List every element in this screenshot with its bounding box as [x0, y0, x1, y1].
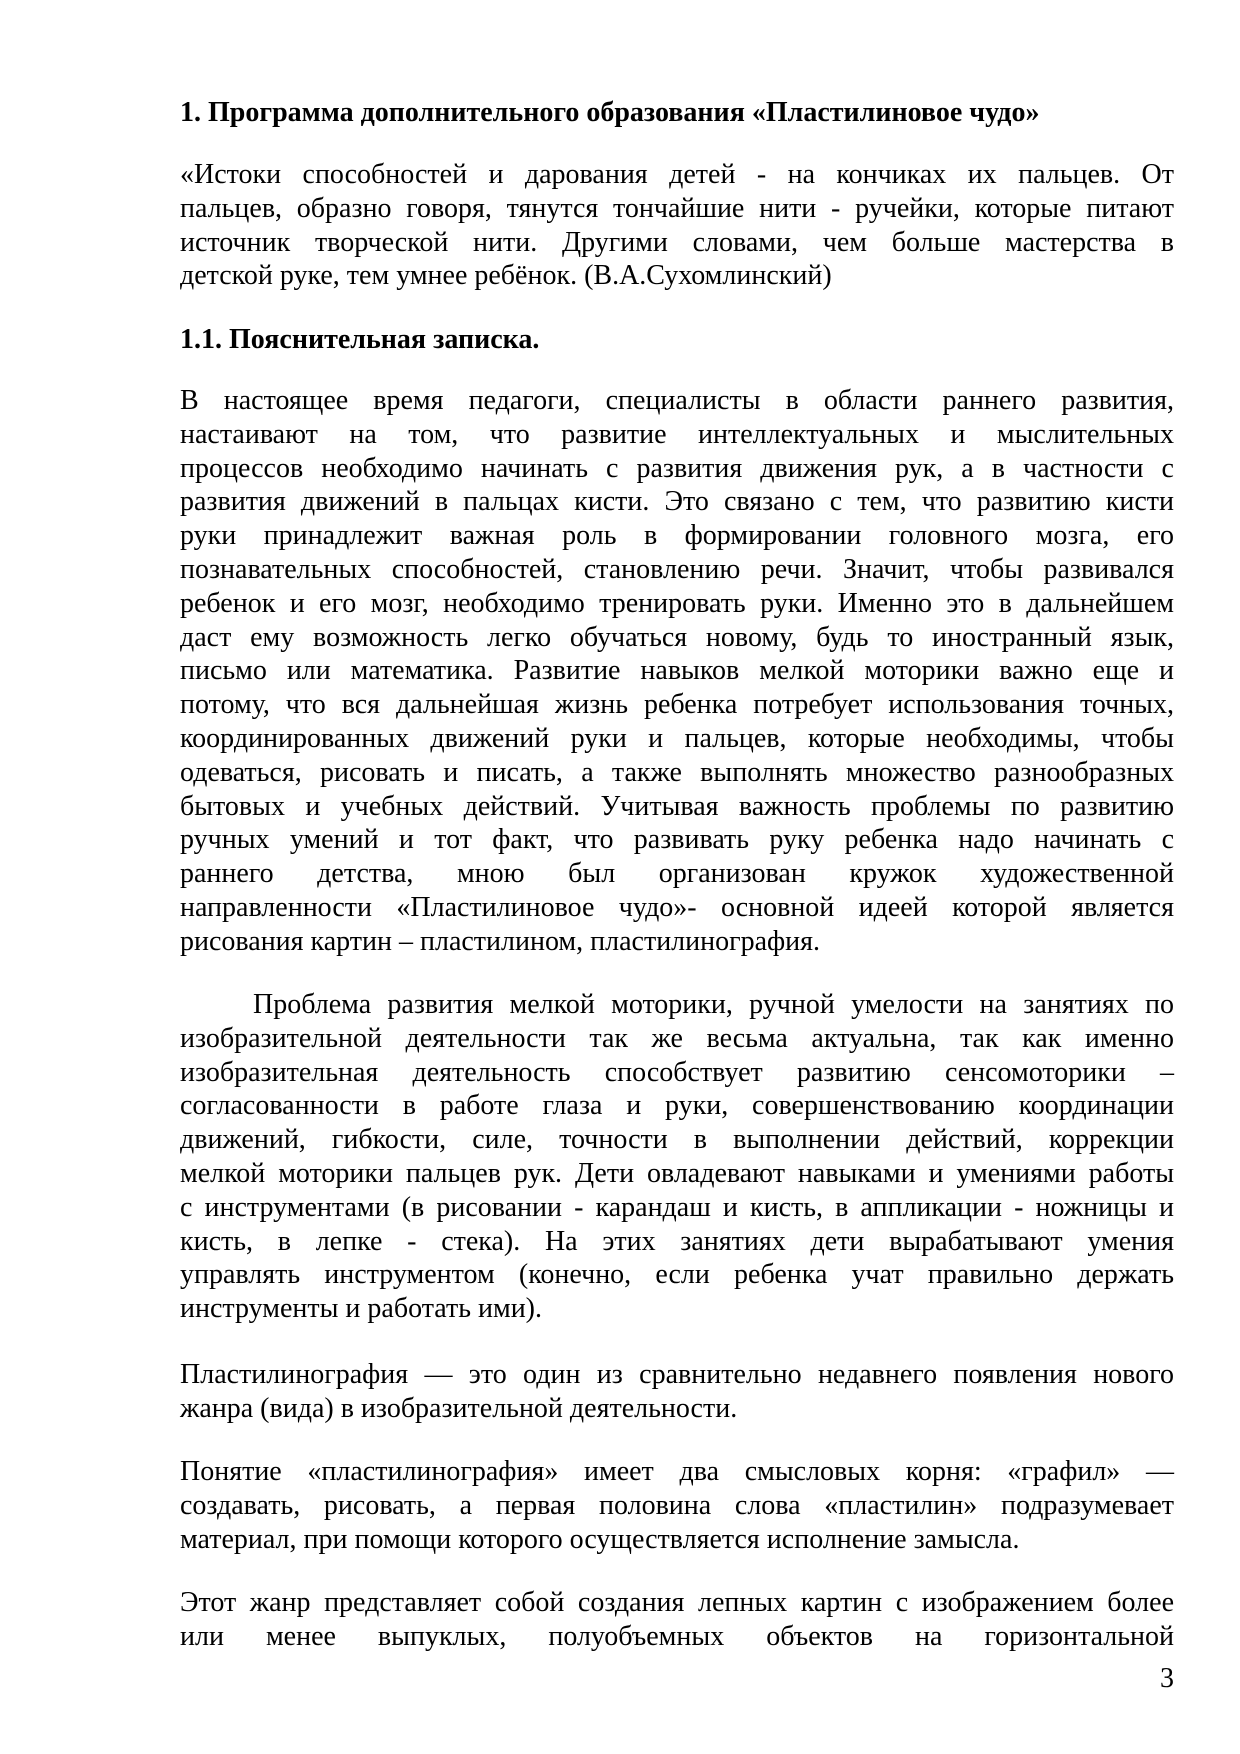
text-line: изобразительная деятельность способствует развитию сенсомоторики – [180, 1056, 1174, 1088]
text-line: даст ему возможность легко обучаться новому, будь то иностранный язык, [180, 621, 1174, 653]
text-line: управлять инструментом (конечно, если ребенка учат правильно держать [180, 1259, 1174, 1291]
paragraph-plastilinography-definition [180, 1358, 1174, 1426]
text-line: руки принадлежит важная роль в формировании головного мозга, его [180, 520, 1174, 552]
text-line: создавать, рисовать, а первая половина слова «пластилин» подразумевает [180, 1489, 1174, 1521]
text-line: В настоящее время педагоги, специалисты в области раннего развития, [180, 385, 1174, 416]
text-line: потому, что вся дальнейшая жизнь ребенка потребует использования точных, [180, 689, 1174, 721]
text-line: Этот жанр представляет собой создания лепных картин с изображением более [180, 1587, 1174, 1618]
text-line: согласованности в работе глаза и руки, совершенствованию координации [180, 1090, 1174, 1122]
text-line: мелкой моторики пальцев рук. Дети овладевают навыками и умениями работы [180, 1157, 1174, 1189]
text-line: рисования картин – пластилином, пластилинография. [180, 925, 821, 957]
page-number: 3 [1160, 1663, 1174, 1694]
epigraph-quote [180, 158, 1174, 293]
text-line: или менее выпуклых, полуобъемных объектов на горизонтальной [180, 1620, 1174, 1652]
text-line: координированных движений руки и пальцев, которые необходимы, чтобы [180, 722, 1174, 754]
section-heading-1-1: 1.1. Пояснительная записка. [180, 324, 540, 355]
text-line: направленности «Пластилиновое чудо»- основной идеей которой является [180, 891, 1174, 923]
text-line: источник творческой нити. Другими словами, чем больше мастерства в [180, 226, 1174, 258]
text-line: Понятие «пластилинография» имеет два смысловых корня: «графил» — [180, 1456, 1174, 1487]
text-line: бытовых и учебных действий. Учитывая важность проблемы по развитию [180, 790, 1174, 822]
paragraph-fine-motor [180, 988, 1174, 1326]
text-line: одеваться, рисовать и писать, а также выполнять множество разнообразных [180, 756, 1174, 788]
text-line: инструменты и работать ими). [180, 1293, 543, 1325]
text-line: настаивают на том, что развитие интеллектуальных и мыслительных [180, 418, 1174, 450]
text-line: материал, при помощи которого осуществляется исполнение замысла. [180, 1523, 1020, 1555]
text-line: раннего детства, мною был организован кружок художественной [180, 858, 1174, 890]
text-line: Проблема развития мелкой моторики, ручной умелости на занятиях по [253, 989, 1174, 1020]
text-line: ручных умений и тот факт, что развивать руку ребенка надо начинать с [180, 824, 1174, 856]
text-line: Пластилинография — это один из сравнительно недавнего появления нового [180, 1359, 1174, 1390]
text-line: процессов необходимо начинать с развития движения рук, а в частности с [180, 452, 1174, 484]
text-line: пальцев, образно говоря, тянутся тончайшие нити - ручейки, которые питают [180, 192, 1174, 224]
text-line: кисть, в лепке - стека). На этих занятиях дети вырабатывают умения [180, 1225, 1174, 1257]
text-line: «Истоки способностей и дарования детей - на кончиках их пальцев. От [180, 159, 1174, 190]
text-line: жанра (вида) в изобразительной деятельности. [180, 1392, 738, 1424]
paragraph-intro [180, 384, 1174, 959]
paragraph-genre [180, 1586, 1174, 1654]
text-line: движений, гибкости, силе, точности в выполнении действий, коррекции [180, 1124, 1174, 1156]
text-line: познавательных способностей, становлению речи. Значит, чтобы развивался [180, 553, 1174, 585]
section-heading-1: 1. Программа дополнительного образования «Пластилиновое чудо» [180, 97, 1040, 128]
text-line: письмо или математика. Развитие навыков мелкой моторики важно еще и [180, 655, 1174, 687]
paragraph-term-roots [180, 1455, 1174, 1556]
text-line: ребенок и его мозг, необходимо тренировать руки. Именно это в дальнейшем [180, 587, 1174, 619]
text-line: развития движений в пальцах кисти. Это связано с тем, что развитию кисти [180, 486, 1174, 518]
text-line: детской руке, тем умнее ребёнок. (В.А.Сухомлинский) [180, 260, 832, 292]
text-line: изобразительной деятельности так же весьма актуальна, так как именно [180, 1022, 1174, 1054]
text-line: с инструментами (в рисовании - карандаш и кисть, в аппликации - ножницы и [180, 1191, 1174, 1223]
